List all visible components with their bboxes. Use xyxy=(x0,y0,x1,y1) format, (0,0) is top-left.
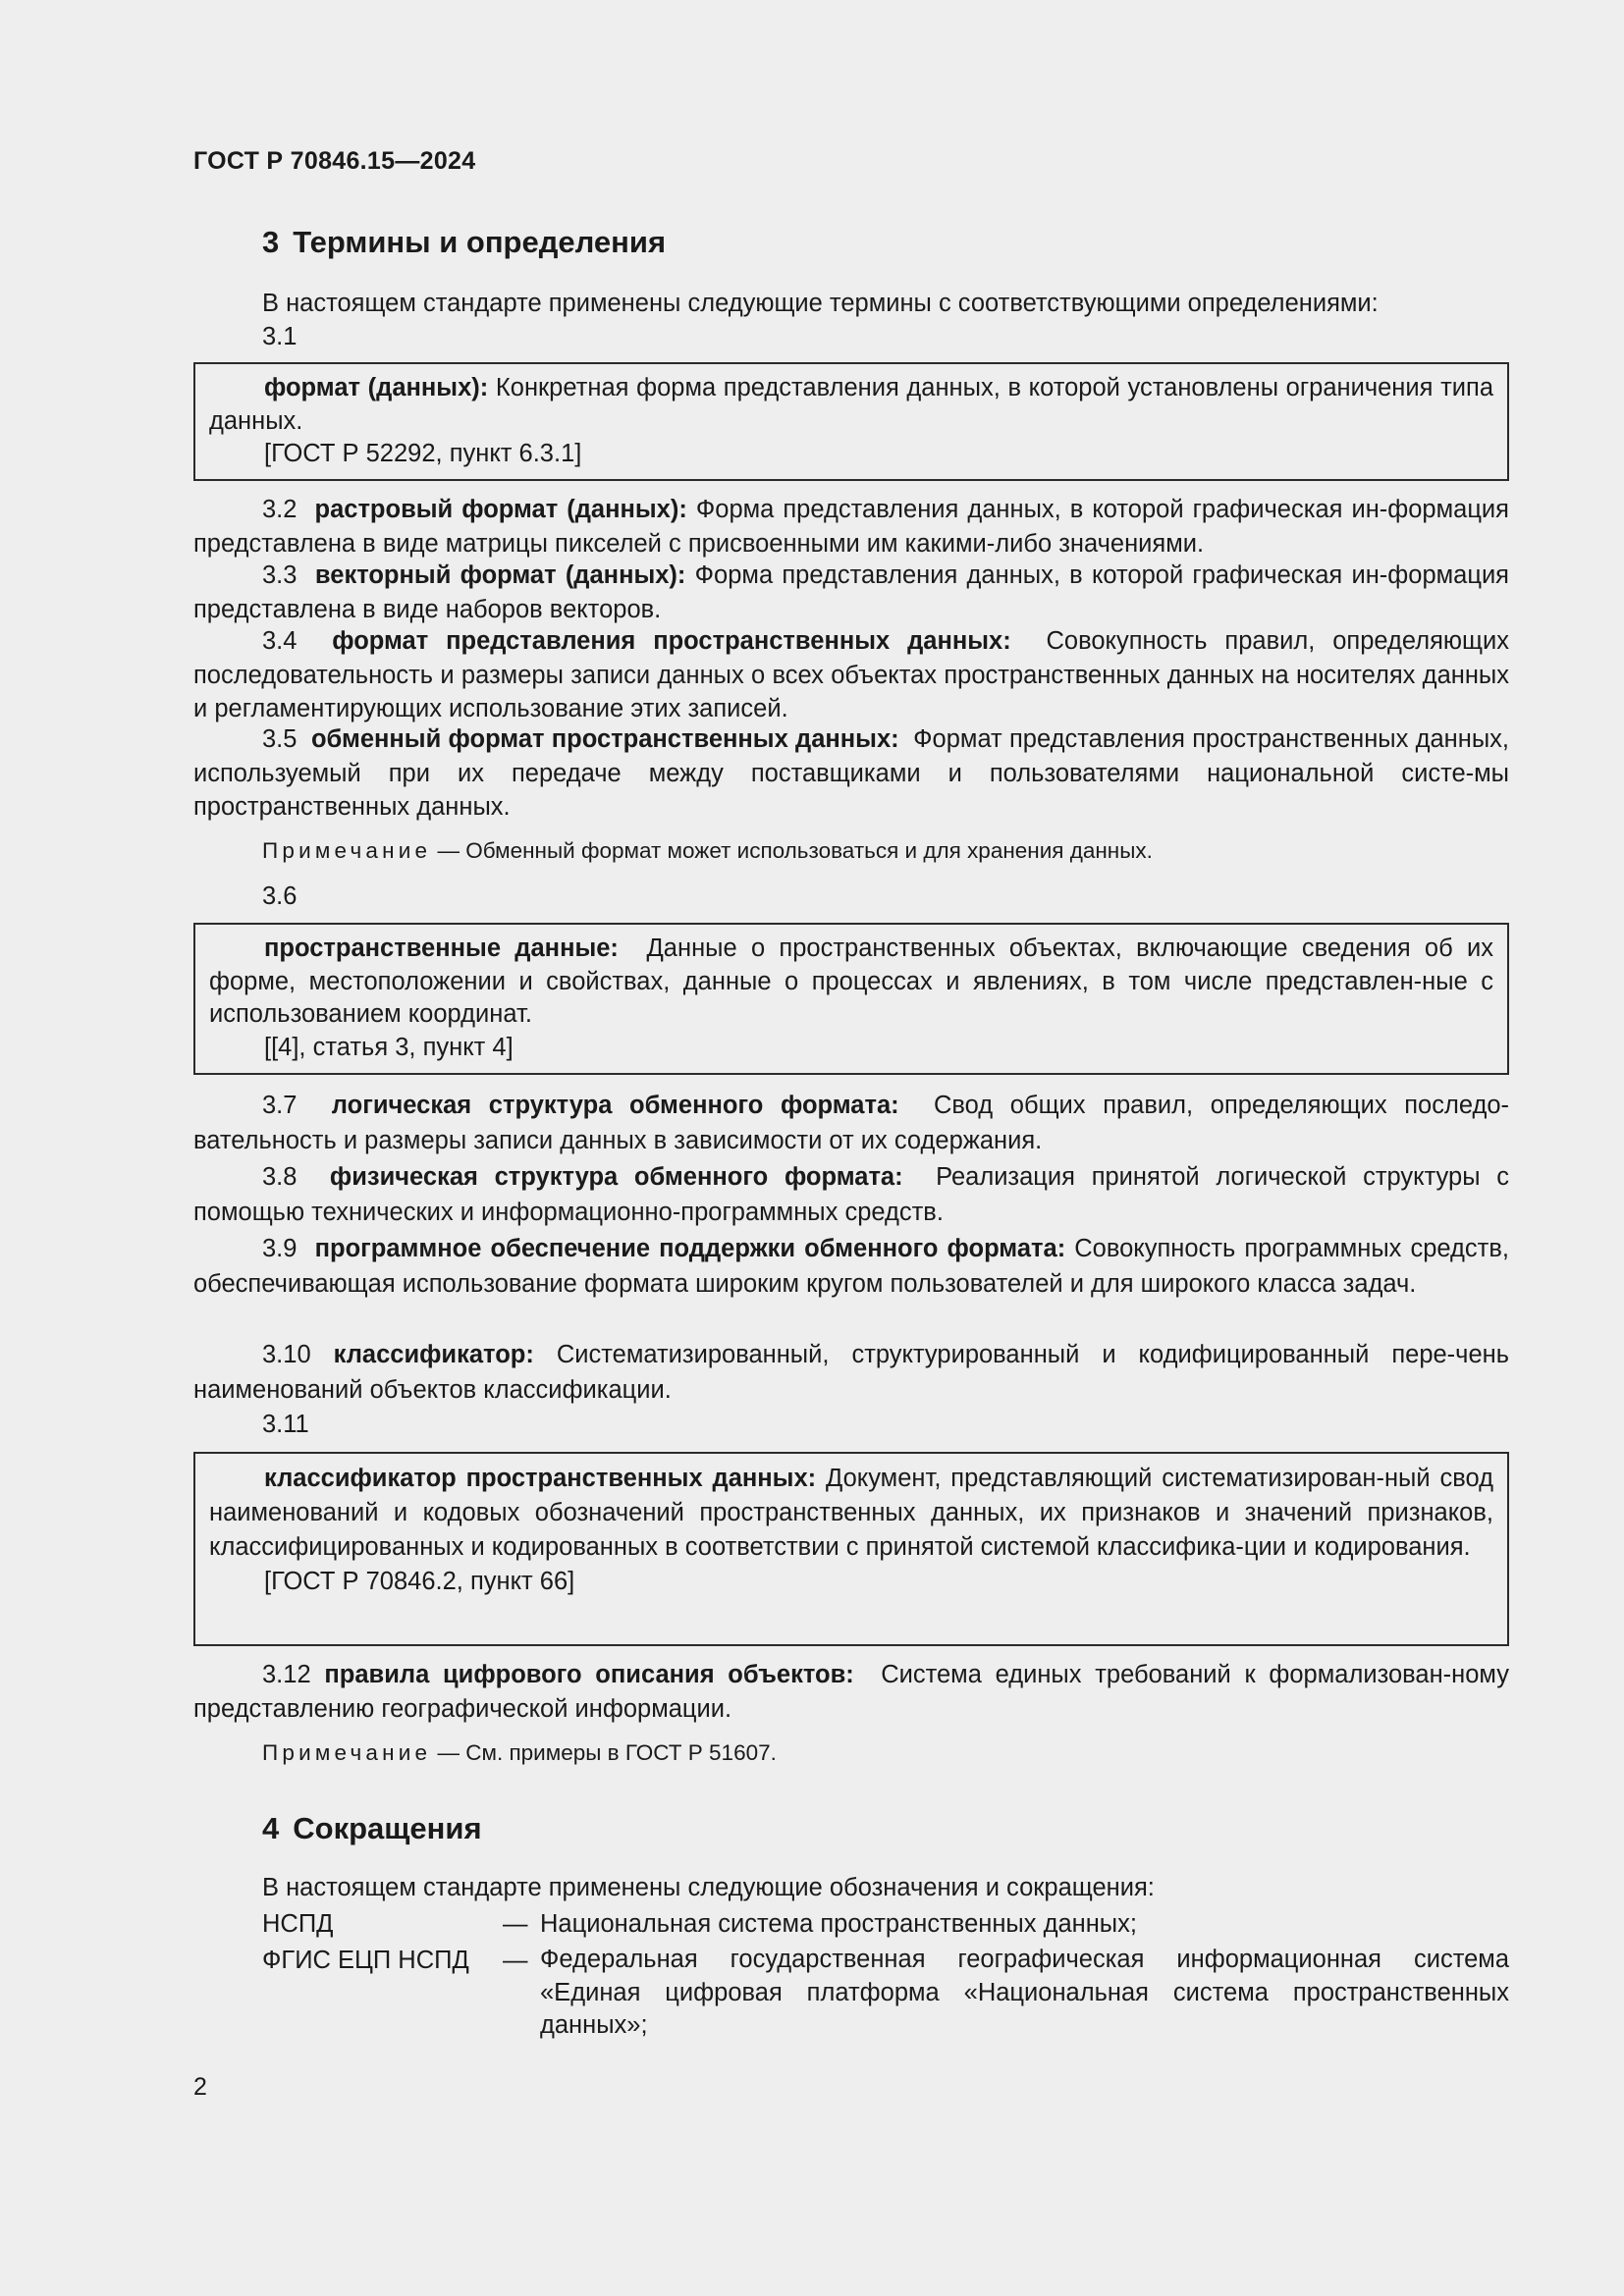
term-3-4 xyxy=(193,624,1509,726)
term-3-10 xyxy=(193,1337,1509,1408)
term-3-2 xyxy=(193,493,1509,561)
section-3-intro: В настоящем стандарте применены следующие термины с соответствующими определениями: xyxy=(262,290,1379,317)
note-2-label: Примечание xyxy=(262,1740,432,1765)
term-3-4-number: 3.4 xyxy=(262,627,298,655)
term-3-3-def: Форма представления данных, в которой графическая ин-формация представлена в виде наборов векторов. xyxy=(193,561,1509,623)
term-3-7-def: Свод общих правил, определяющих последо-вательность и размеры записи данных в зависимости от их содержания. xyxy=(193,1092,1510,1154)
note-1 xyxy=(262,836,1153,866)
term-3-6-def: Данные о пространственных объектах, включающие сведения об их форме, местоположении и свойствах, данные о процессах и явлениях, в том числе представлен-ные с использованием координат. xyxy=(209,934,1494,1028)
section-3-number: 3 xyxy=(262,225,280,259)
term-3-11-term: классификатор пространственных данных: xyxy=(264,1465,817,1492)
term-3-8-term: физическая структура обменного формата: xyxy=(329,1163,903,1191)
section-4-heading xyxy=(262,1811,482,1846)
section-4-number: 4 xyxy=(262,1811,280,1845)
term-3-8-def: Реализация принятой логической структуры с помощью технических и информационно-программных средств. xyxy=(193,1163,1509,1226)
term-3-10-number: 3.10 xyxy=(262,1341,311,1368)
term-3-11-definition xyxy=(209,1462,1493,1565)
term-3-6-term: пространственные данные: xyxy=(264,934,619,962)
document-header: ГОСТ Р 70846.15—2024 xyxy=(193,147,476,175)
page-number: 2 xyxy=(193,2073,207,2101)
term-3-3-number: 3.3 xyxy=(262,561,298,589)
section-3-title: Термины и определения xyxy=(293,225,667,259)
term-3-9-def: Совокупность программных средств, обеспечивающая использование формата широким кругом пользователей и для широкого класса задач. xyxy=(193,1235,1509,1298)
term-3-1-definition xyxy=(209,372,1493,438)
term-3-9 xyxy=(193,1231,1509,1302)
term-3-1-box xyxy=(193,362,1509,481)
term-3-9-term: программное обеспечение поддержки обменного формата: xyxy=(314,1235,1066,1262)
note-2 xyxy=(262,1738,777,1768)
term-3-5-term: обменный формат пространственных данных: xyxy=(310,725,899,753)
term-3-1-number: 3.1 xyxy=(262,323,298,350)
note-1-text: — Обменный формат может использоваться и для хранения данных. xyxy=(437,838,1153,863)
term-3-1-source: [ГОСТ Р 52292, пункт 6.3.1] xyxy=(264,440,582,467)
term-3-5 xyxy=(193,722,1509,825)
term-3-11-number: 3.11 xyxy=(262,1411,309,1438)
term-3-12-number: 3.12 xyxy=(262,1661,311,1688)
term-3-8-number: 3.8 xyxy=(262,1163,298,1191)
term-3-8 xyxy=(193,1159,1509,1230)
note-1-label: Примечание xyxy=(262,838,432,863)
section-3-heading xyxy=(262,225,666,260)
term-3-2-def: Форма представления данных, в которой графическая ин-формация представлена в виде матрицы пикселей с присвоенными им какими-либо значениями. xyxy=(193,496,1509,558)
term-3-12-def: Система единых требований к формализован-ному представлению географической информации. xyxy=(193,1661,1510,1723)
abbreviation-definition: Федеральная государственная географическая информационная система «Единая цифровая платформа «Национальная система пространственных данных»; xyxy=(540,1946,1509,2039)
term-3-6-source: [[4], статья 3, пункт 4] xyxy=(264,1033,514,1061)
term-3-6-box xyxy=(193,923,1509,1075)
term-3-11-def: Документ, представляющий систематизирован-ный свод наименований и кодовых обозначений пространственных данных, их признаков и значений признаков, классифицированных и кодированных в соответствии с принятой системой классифика-ции и кодирования. xyxy=(209,1465,1493,1561)
term-3-2-term: растровый формат (данных): xyxy=(314,496,687,523)
term-3-7-term: логическая структура обменного формата: xyxy=(331,1092,899,1119)
term-3-10-term: классификатор: xyxy=(333,1341,534,1368)
term-3-4-def: Совокупность правил, определяющих последовательность и размеры записи данных о всех объектах пространственных данных на носителях данных и регламентирующих использование этих записей. xyxy=(193,627,1510,722)
abbreviation-dash: — xyxy=(503,1910,528,1938)
section-4-intro: В настоящем стандарте применены следующие обозначения и сокращения: xyxy=(262,1874,1155,1901)
term-3-5-def: Формат представления пространственных данных, используемый при их передаче между поставщиками и пользователями национальной систе-мы пространственных данных. xyxy=(193,725,1510,821)
note-2-text: — См. примеры в ГОСТ Р 51607. xyxy=(437,1740,777,1765)
term-3-7 xyxy=(193,1088,1509,1158)
term-3-1-term: формат (данных): xyxy=(264,374,489,401)
term-3-1-def: Конкретная форма представления данных, в которой установлены ограничения типа данных. xyxy=(209,374,1494,435)
term-3-6-number: 3.6 xyxy=(262,882,298,910)
term-3-12-term: правила цифрового описания объектов: xyxy=(324,1661,854,1688)
term-3-11-box xyxy=(193,1452,1509,1646)
term-3-2-number: 3.2 xyxy=(262,496,298,523)
abbreviation-definition: Национальная система пространственных данных; xyxy=(540,1910,1137,1938)
abbreviation-term: ФГИС ЕЦП НСПД xyxy=(262,1947,469,1974)
abbreviation-term: НСПД xyxy=(262,1910,334,1938)
term-3-3-term: векторный формат (данных): xyxy=(314,561,686,589)
term-3-3 xyxy=(193,559,1509,626)
term-3-7-number: 3.7 xyxy=(262,1092,298,1119)
term-3-9-number: 3.9 xyxy=(262,1235,298,1262)
term-3-11-source: [ГОСТ Р 70846.2, пункт 66] xyxy=(264,1568,575,1595)
term-3-5-number: 3.5 xyxy=(262,725,298,753)
term-3-12 xyxy=(193,1658,1509,1726)
term-3-10-def: Систематизированный, структурированный и кодифицированный пере-чень наименований объектов классификации. xyxy=(193,1341,1510,1404)
section-4-title: Сокращения xyxy=(293,1811,482,1845)
term-3-6-definition xyxy=(209,933,1493,1032)
abbreviation-dash: — xyxy=(503,1947,528,1974)
term-3-4-term: формат представления пространственных данных: xyxy=(332,627,1011,655)
